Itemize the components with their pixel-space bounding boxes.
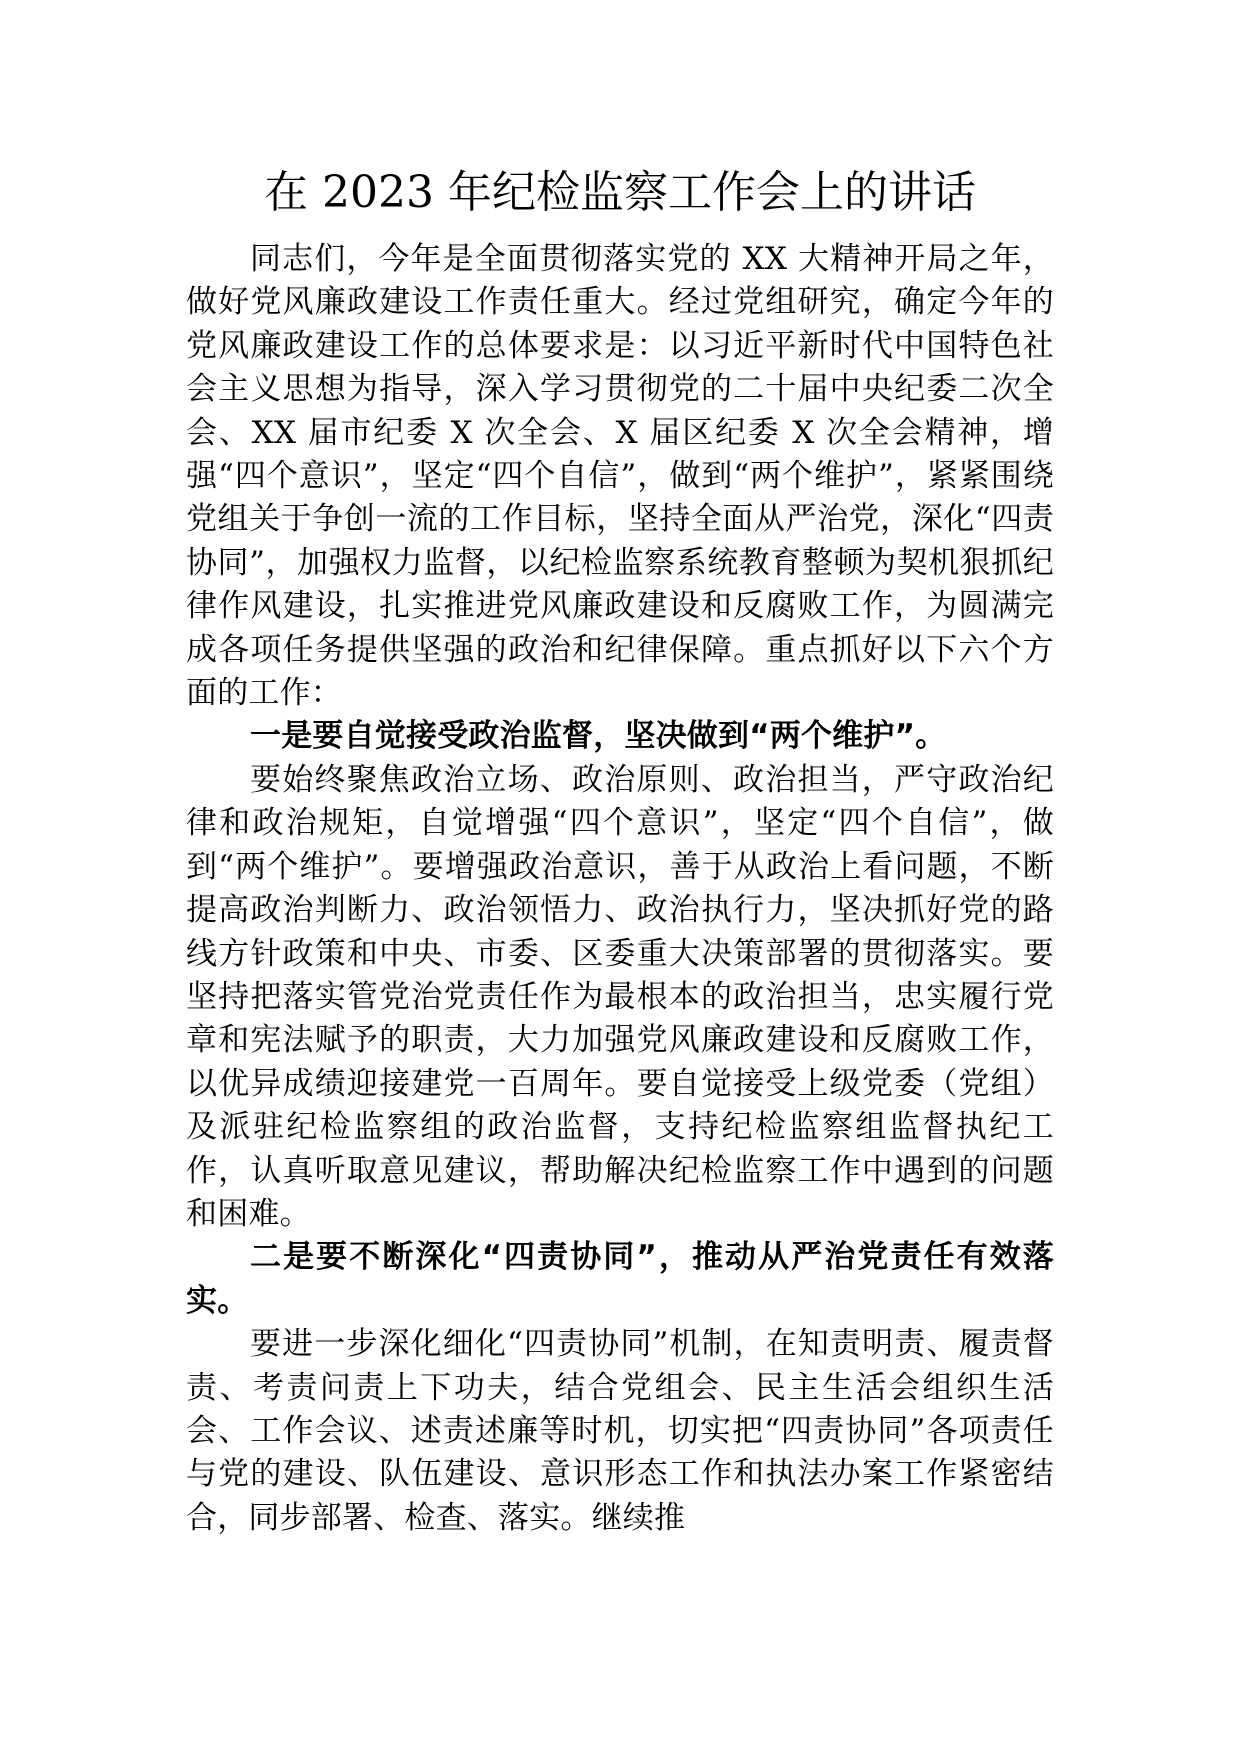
document-title: 在 2023 年纪检监察工作会上的讲话	[264, 167, 976, 218]
paragraph-intro: 同志们，今年是全面贯彻落实党的 XX 大精神开局之年，做好党风廉政建设工作责任重大。经过党组研究，确定今年的党风廉政建设工作的总体要求是：以习近平新时代中国特色社会主义思想为指导，深入学习贯彻党的二十届中央纪委二次全会、XX 届市纪委 X 次全会、X 届区纪委 X 次全会精神，增强“四个意识”，坚定“四个自信”，做到“两个维护”，紧紧围绕党组关于争创一流的工作目标，坚持全面从严治党，深化“四责协同”，加强权力监督，以纪检监察系统教育整顿为契机狠抓纪律作风建设，扎实推进党风廉政建设和反腐败工作，为圆满完成各项任务提供坚强的政治和纪律保障。重点抓好以下六个方面的工作：	[186, 241, 1054, 712]
section-heading-1: 一是要自觉接受政治监督，坚决做到“两个维护”。	[250, 718, 947, 755]
paragraph-section-2: 要进一步深化细化“四责协同”机制，在知责明责、履责督责、考责问责上下功夫，结合党组会、民主生活会组织生活会、工作会议、述责述廉等时机，切实把“四责协同”各项责任与党的建设、队伍建设、意识形态工作和执法办案工作紧密结合，同步部署、检查、落实。继续推	[186, 1326, 1054, 1536]
paragraph-section-1: 要始终聚焦政治立场、政治原则、政治担当，严守政治纪律和政治规矩，自觉增强“四个意识”，坚定“四个自信”，做到“两个维护”。要增强政治意识，善于从政治上看问题，不断提高政治判断力、政治领悟力、政治执行力，坚决抓好党的路线方针政策和中央、市委、区委重大决策部署的贯彻落实。要坚持把落实管党治党责任作为最根本的政治担当，忠实履行党章和宪法赋予的职责，大力加强党风廉政建设和反腐败工作，以优异成绩迎接建党一百周年。要自觉接受上级党委（党组）及派驻纪检监察组的政治监督，支持纪检监察组监督执纪工作，认真听取意见建议，帮助解决纪检监察工作中遇到的问题和困难。	[186, 761, 1054, 1232]
section-heading-2: 二是要不断深化“四责协同”，推动从严治党责任有效落实。	[186, 1239, 1054, 1319]
document-body	[186, 238, 1054, 1540]
